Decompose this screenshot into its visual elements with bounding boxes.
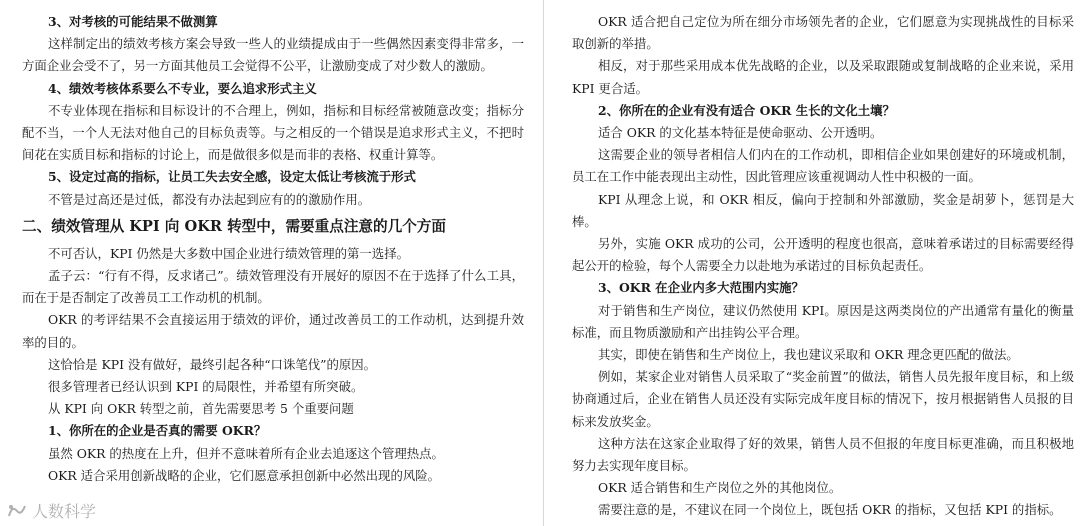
page-divider: [543, 0, 544, 526]
right-page: [550, 0, 1080, 526]
left-paragraph: OKR 适合采用创新战略的企业，它们愿意承担创新中必然出现的风险。: [48, 467, 441, 483]
right-paragraph: KPI 从理念上说，和 OKR 相反，偏向于控制和外部激励，奖金是胡萝卜，惩罚是大棒。: [572, 191, 1074, 229]
left-paragraph: 很多管理者已经认识到 KPI 的局限性，并希望有所突破。: [48, 379, 364, 395]
right-heading: 2、你所在的企业有没有适合 OKR 生长的文化土壤？: [598, 102, 895, 118]
right-paragraph: 相反，对于那些采用成本优先战略的企业，以及采取跟随或复制战略的企业来说，采用 KPI 更合适。: [572, 58, 1074, 96]
left-paragraph: 从 KPI 向 OKR 转型之前，首先需要思考 5 个重要问题: [48, 401, 354, 417]
right-paragraph: 其实，即使在销售和生产岗位上，我也建议采取和 OKR 理念更匹配的做法。: [598, 347, 1019, 363]
left-paragraph: 不可否认，KPI 仍然是大多数中国企业进行绩效管理的第一选择。: [48, 245, 409, 261]
right-heading: 3、OKR 在企业内多大范围内实施？: [598, 280, 804, 296]
left-paragraph: 这恰恰是 KPI 没有做好，最终引起各种“口诛笔伐”的原因。: [48, 356, 377, 372]
right-paragraph: 对于销售和生产岗位，建议仍然使用 KPI。原因是这两类岗位的产出通常有量化的衡量标准，而且物质激励和产出挂钩公平合理。: [572, 302, 1074, 340]
left-heading: 4、绩效考核体系要么不专业，要么追求形式主义: [48, 80, 317, 96]
right-paragraph: 另外，实施 OKR 成功的公司，公开透明的程度也很高，意味着承诺过的目标需要经得起公开的检验，每个人需要全力以赴地为承诺过的目标负起责任。: [572, 236, 1074, 274]
right-paragraph: 例如，某家企业对销售人员采取了“奖金前置”的做法，销售人员先报年度目标，和上级协商通过后，企业在销售人员还没有实际完成年度目标的情况下，按月根据销售人员报的目标来发放奖金。: [572, 369, 1074, 429]
left-paragraph: OKR 的考评结果不会直接运用于绩效的评价，通过改善员工的工作动机，达到提升效率的目的。: [22, 312, 524, 350]
left-paragraph: 虽然 OKR 的热度在上升，但并不意味着所有企业去追逐这个管理热点。: [48, 445, 444, 461]
left-paragraph: 不专业体现在指标和目标设计的不合理上，例如，指标和目标经常被随意改变；指标分配不当，一个人无法对他自己的目标负责等。与之相反的一个错误是追求形式主义，不把时间花在实质目标和指标的讨论上，而是做很多似是而非的表格、权重计算等。: [22, 102, 524, 163]
right-paragraph: 这需要企业的领导者相信人们内在的工作动机，即相信企业如果创建好的环境或机制，员工在工作中能表现出主动性，因此管理应该重视调动人性中积极的一面。: [572, 147, 1074, 185]
left-paragraph: 这样制定出的绩效考核方案会导致一些人的业绩提成由于一些偶然因素变得非常多，一方面企业会受不了，另一方面其他员工会觉得不公平，让激励变成了对少数人的激励。: [22, 36, 524, 74]
right-paragraph: 需要注意的是，不建议在同一个岗位上，既包括 OKR 的指标，又包括 KPI 的指标。: [598, 502, 1062, 518]
watermark-logo-icon: [6, 502, 28, 520]
left-heading: 二、绩效管理从 KPI 向 OKR 转型中，需要重点注意的几个方面: [22, 217, 446, 235]
left-heading: 1、你所在的企业是否真的需要 OKR？: [48, 423, 267, 439]
watermark: [6, 499, 96, 522]
right-paragraph: OKR 适合把自己定位为所在细分市场领先者的企业，它们愿意为实现挑战性的目标采取创新的举措。: [572, 14, 1074, 52]
right-paragraph: 这种方法在这家企业取得了好的效果，销售人员不但报的年度目标更准确，而且积极地努力去实现年度目标。: [572, 435, 1074, 474]
right-paragraph: OKR 适合销售和生产岗位之外的其他岗位。: [598, 480, 842, 496]
left-paragraph: 不管是过高还是过低，都没有办法起到应有的的激励作用。: [48, 191, 371, 207]
left-heading: 3、对考核的可能结果不做测算: [48, 14, 218, 29]
right-paragraph: 适合 OKR 的文化基本特征是使命驱动、公开透明。: [598, 125, 883, 141]
left-page: [0, 0, 538, 526]
left-paragraph: 孟子云：“行有不得，反求诸己”。绩效管理没有开展好的原因不在于选择了什么工具，而在于是否制定了改善员工工作动机的机制。: [22, 268, 524, 306]
watermark-text: 人数科学: [32, 502, 97, 521]
left-heading: 5、设定过高的指标，让员工失去安全感，设定太低让考核流于形式: [48, 169, 416, 185]
